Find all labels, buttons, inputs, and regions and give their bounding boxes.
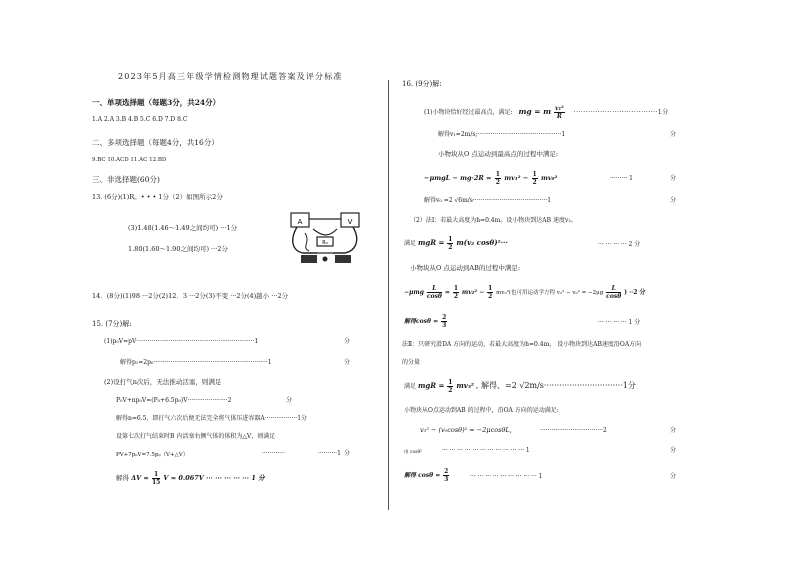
q16-line6: （2）法Ⅰ：若最大高度为h=0.4m。设小物块到达AB 速度v₂。: [410, 217, 577, 224]
frac-denominator: R: [556, 113, 562, 120]
q16-line9-frac2: [453, 285, 459, 300]
q15-line8-rest: V = 0.067V ··· ··· ··· ··· ··· 1 分: [163, 474, 265, 482]
q16-line9-frac1: [427, 285, 442, 300]
frac-numerator: 1: [152, 471, 160, 479]
section2-answers: 9.BC 10.ACD 11.AC 12.BD: [92, 157, 167, 163]
q16-line15-dots: ·································2: [540, 427, 607, 434]
q16-line16-score: 分: [670, 447, 677, 454]
frac-denominator: 3: [444, 476, 449, 483]
q16-line13-result: , 解得、=2 √2m/s·······························1分: [475, 381, 636, 390]
q16-line7-prefix: 满足: [404, 240, 417, 247]
q16-line16-dots: ··· ··· ··· ··· ··· ··· ··· ··· ··· ··· ··· 1: [442, 447, 530, 454]
q16-line5-score: 分: [670, 197, 677, 204]
q16-line10-frac: [441, 314, 447, 329]
q16-line8: 小物块从O 点运动到AB的过程中满足:: [410, 264, 521, 272]
frac-denominator: 2: [448, 244, 453, 251]
q15-heading: 15. (7分)解:: [92, 320, 132, 328]
section3-heading: 三、非选择题(60分): [92, 175, 160, 184]
q15-line1: (1)p₀V=pV······························································1: [104, 338, 259, 345]
circuit-diagram: [283, 207, 369, 269]
q15-line3: (2)设打气n次后，无法推动活塞，则满足: [104, 378, 222, 386]
frac-numerator: 1: [488, 285, 493, 292]
q15-line7-score: 分: [344, 450, 351, 457]
q16-line7-rest: m(v₂ cosθ)²···: [456, 238, 508, 247]
q15-line8-prefix: 解得: [116, 474, 129, 482]
frac-denominator: 2: [488, 293, 493, 300]
q16-line9-eq: =: [444, 289, 450, 296]
q16-line4-frac2: [532, 171, 538, 186]
q15-line7-dots: ············: [262, 450, 285, 457]
q16-line4-score: 分: [670, 175, 677, 182]
q16-line13-eq: mgR =: [417, 381, 445, 390]
q16-line17-dots: ··· ··· ··· ··· ··· ··· ··· ··· ··· 1: [470, 473, 543, 480]
q16-line13-frac: [447, 379, 453, 394]
q16-line9-mid: mv₂² −: [461, 289, 485, 296]
q15-line8: [116, 470, 265, 486]
q16-line13-rest: mv₃²: [456, 381, 474, 390]
frac-denominator: 15: [151, 478, 161, 486]
q15-line4: P₀V+np₀V=(P₀+6.5p₀)V·····················2: [116, 397, 232, 404]
q16-line13-prefix: 满足: [404, 383, 417, 390]
q15-line2: 解得p₁=2p₀····························································1: [120, 359, 272, 366]
q16-line1-prefix: (1)小物块恰好经过最高点，满足:: [424, 109, 513, 116]
q16-line11: 法Ⅱ：只研究滑DA 方向的运动，若最大高度为h=0.4m， 设小物块到达AB速度沿OA方向: [402, 341, 642, 348]
q15-line4-score: 分: [286, 397, 293, 404]
q16-line4-lhs: −μmgL − mg·2R =: [424, 174, 492, 182]
q16-line7-dots: ··· ··· ··· ··· 2 分: [598, 241, 641, 248]
q15-line7-end: ··········1: [318, 450, 341, 457]
q15-line2-score: 分: [344, 359, 351, 366]
frac-denominator: cosθ: [606, 293, 622, 300]
frac-denominator: 2: [448, 387, 453, 394]
section1-heading: 一、单项选择题（每题3分，共24分）: [92, 98, 221, 107]
q16-line13: [404, 376, 636, 397]
frac-denominator: cosθ: [426, 293, 442, 300]
q16-line9: [404, 282, 646, 304]
q16-line4-dots: ········· 1: [610, 175, 633, 182]
q16-line9-prefix: −μmg: [404, 289, 424, 296]
q16-line17: [404, 466, 450, 486]
q16-line7-frac: [447, 236, 453, 251]
q16-line2-score: 分: [670, 131, 677, 138]
q15-line5: 解得n=6.5，即打气六次后便无法完全将气体压进容器A·················1分: [116, 415, 308, 422]
section1-answers: 1.A 2.A 3.B 4.B 5.C 6.D 7.D 8.C: [92, 116, 188, 123]
q15-line8-dv: ΔV =: [131, 474, 149, 482]
q16-line10: [404, 312, 448, 332]
q16-line9-alt: mv₀²(也可用运动学方程 v₂² − v₀² = −2μg: [496, 290, 604, 296]
q16-line2: 解得v₁=2m/s;············································1: [438, 131, 566, 138]
q13-line1: 13. (6分)(1)R。• • • 1分（2）如图所示2分: [92, 193, 223, 201]
q16-line5: 解得v₀ =2 √6m/s·······································1: [424, 197, 552, 204]
frac-numerator: L: [606, 285, 621, 293]
q16-line10-prefix: 解得cosθ =: [404, 318, 439, 325]
q16-line3: 小物块从O 点运动到最高点的过程中满足:: [438, 150, 559, 158]
frac-numerator: v₁²: [555, 105, 564, 112]
frac-numerator: 1: [453, 285, 458, 292]
q14-line: 14．(8分)(1)98 ···2分(2)12．3 ···2分(3)不变 ···2分(4)越小 ···2分: [92, 292, 289, 300]
section2-heading: 二、多项选择题（每题4分，共16分）: [92, 138, 219, 147]
q16-line1-dots: ···································1分: [573, 109, 669, 116]
q16-line17-frac: [443, 468, 449, 483]
meter-label-a: A: [297, 218, 303, 226]
q16-line7: [404, 234, 508, 253]
q16-line4: [424, 168, 557, 188]
q16-heading: 16. (9分)解:: [402, 80, 442, 88]
q16-line9-end: ) ··2 分: [624, 289, 646, 296]
q16-line1: [424, 104, 669, 121]
q16-line7-eq: mgR =: [417, 238, 445, 247]
q16-line15: v₃² − (v₀cosθ)² = −2μcosθL,: [420, 426, 512, 434]
frac-numerator: L: [427, 285, 442, 293]
q16-line15-score: 分: [670, 427, 677, 434]
q15-line1-score: 分: [344, 338, 351, 345]
frac-denominator: 2: [532, 178, 537, 186]
q13-line2: (3)1.48(1.46～1.49之间均可) ···1分: [128, 224, 238, 232]
q16-line17-score: 分: [670, 473, 677, 480]
q16-line4-frac1: [495, 171, 501, 186]
frac-denominator: 3: [442, 322, 447, 329]
frac-denominator: 2: [495, 178, 500, 186]
q15-line6: 设第七次打气结束时B 内活塞右侧气体的体积为△V，则满足: [116, 433, 276, 440]
q15-line7: PV+7p₀V=7.5p₀（V+△V）: [116, 452, 189, 458]
q16-line4-end: mv₀²: [541, 174, 558, 182]
q16-line12: 的分量: [402, 359, 421, 366]
frac-numerator: 1: [495, 170, 500, 178]
q16-line17-prefix: 解得 cosθ =: [404, 472, 441, 479]
q16-line4-mid: mv₁² −: [504, 174, 529, 182]
frac-numerator: 1: [448, 236, 453, 243]
page-title: 2023年5月高三年级学情检测物理试题答案及评分标准: [118, 72, 343, 81]
q16-line1-eq: mg = m: [518, 107, 552, 116]
q16-line1-frac: [554, 105, 565, 120]
frac-numerator: 2: [444, 468, 449, 475]
resistor-label: R₀: [322, 240, 328, 246]
frac-numerator: 2: [442, 314, 447, 321]
q15-line8-frac: [152, 471, 160, 486]
meter-label-v: V: [347, 218, 353, 226]
q16-line9-frac3: [487, 285, 493, 300]
q16-line10-dots: ··· ··· ··· ··· 1 分: [598, 319, 641, 326]
q16-line14: 小物块从O点运动到AB 的过程中，沿OA 方向的运动满足:: [404, 407, 559, 414]
q13-line3: 1.80(1.60～1.90之间均可) ···2分: [128, 245, 228, 253]
frac-denominator: 2: [453, 293, 458, 300]
frac-numerator: 1: [448, 379, 453, 386]
frac-numerator: 1: [532, 170, 537, 178]
q16-line16-prefix: 由 cosθ²: [404, 450, 422, 455]
q16-line9-frac4: [606, 285, 621, 300]
column-divider: [388, 80, 389, 510]
